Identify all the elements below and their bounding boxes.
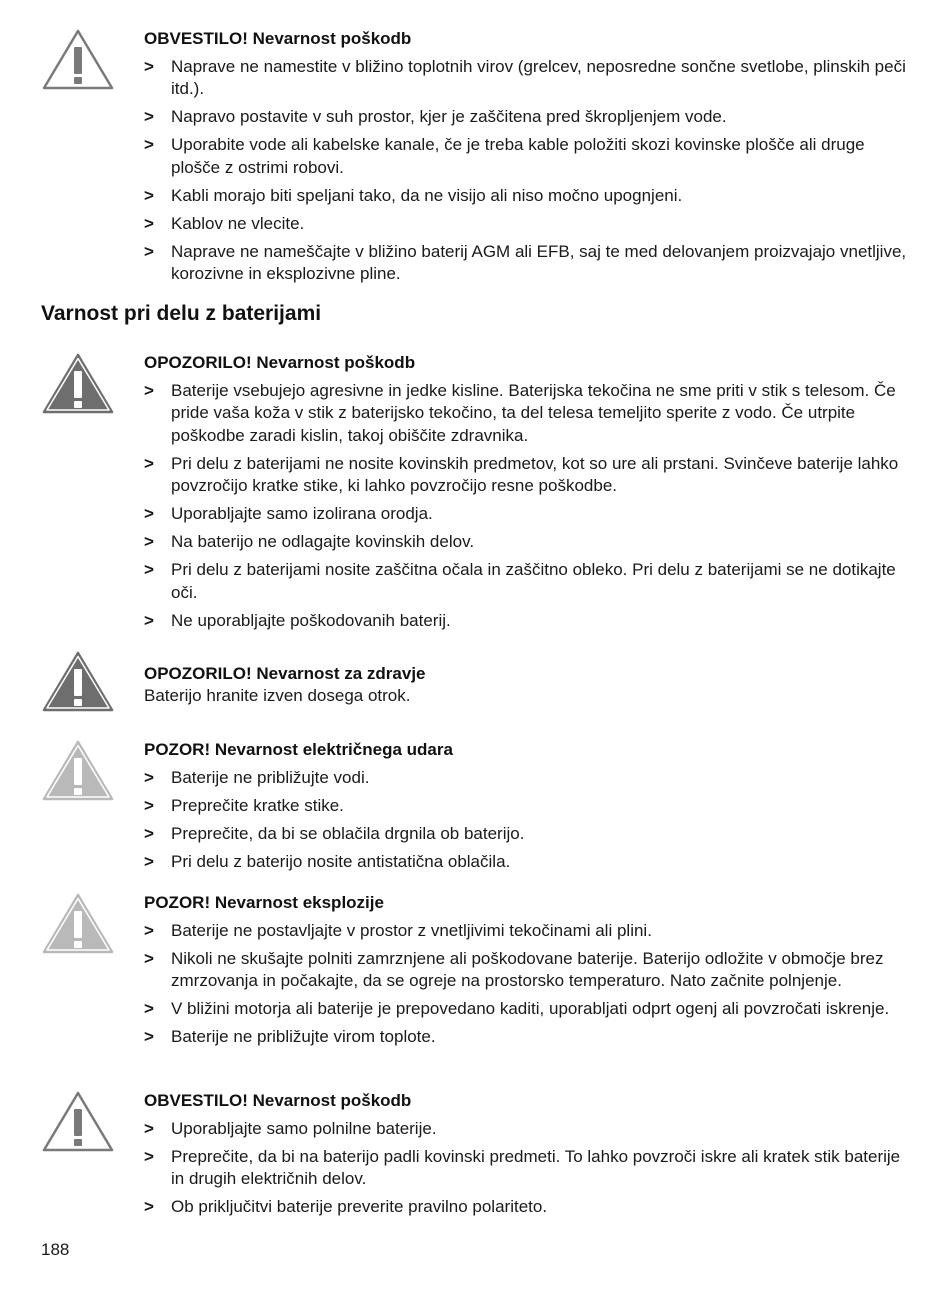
bullet-list	[144, 380, 914, 633]
bullet-marker: >	[144, 920, 154, 940]
list-item-text: Baterije ne približujte vodi.	[171, 767, 370, 787]
list-item-text: Kabli morajo biti speljani tako, da ne visijo ali niso močno upognjeni.	[171, 185, 683, 205]
bullet-marker: >	[144, 560, 154, 579]
caution-content-explosion	[144, 892, 914, 1049]
section-title: OPOZORILO! Nevarnost za zdravje	[144, 664, 426, 683]
list-item	[144, 948, 914, 993]
list-item-text: Naprave ne namestite v bližino toplotnih virov (grelcev, neposredne sončne svetlobe, plinskih peči itd.).	[171, 56, 906, 98]
bullet-list	[144, 920, 914, 1049]
bullet-marker: >	[144, 823, 154, 843]
bullet-marker: >	[144, 453, 154, 473]
section-title: POZOR! Nevarnost eksplozije	[144, 893, 384, 912]
bullet-marker: >	[144, 1197, 154, 1216]
bullet-marker: >	[144, 999, 154, 1018]
list-item	[144, 241, 914, 286]
list-item	[144, 1196, 914, 1219]
bullet-marker: >	[144, 241, 154, 261]
notice-content-2	[144, 1090, 914, 1219]
section-title: OBVESTILO! Nevarnost poškodb	[144, 29, 412, 48]
list-item	[144, 1118, 914, 1141]
bullet-list	[144, 1118, 914, 1219]
caution-content-electric	[144, 739, 914, 873]
list-item-text: Baterije ne postavljajte v prostor z vnetljivimi tekočinami ali plini.	[171, 920, 652, 940]
list-item-text: Pri delu z baterijami ne nosite kovinskih predmetov, kot so ure ali prstani. Svinčeve baterije lahko povzročijo kratke stike, ki lahko povzročijo resne poškodbe.	[171, 453, 899, 495]
section-title: OPOZORILO! Nevarnost poškodb	[144, 353, 416, 372]
bullet-marker: >	[144, 1027, 154, 1046]
list-item	[144, 1146, 914, 1191]
list-item	[144, 998, 914, 1021]
warning-triangle-icon	[41, 352, 115, 416]
list-item	[144, 610, 914, 633]
list-item-text: V bližini motorja ali baterije je prepovedano kaditi, uporabljati odprt ogenj ali povzročati iskrenje.	[171, 999, 890, 1018]
bullet-marker: >	[144, 504, 154, 523]
list-item-text: Ob priključitvi baterije preverite pravilno polariteto.	[171, 1197, 548, 1216]
bullet-marker: >	[144, 380, 154, 400]
bullet-marker: >	[144, 1146, 154, 1166]
list-item	[144, 213, 914, 236]
list-item-text: Kablov ne vlecite.	[171, 213, 305, 233]
bullet-marker: >	[144, 56, 154, 76]
bullet-list	[144, 767, 914, 874]
bullet-marker: >	[144, 532, 154, 551]
section-text: Baterijo hranite izven dosega otrok.	[144, 686, 411, 705]
list-item	[144, 795, 914, 818]
list-item	[144, 134, 914, 179]
list-item	[144, 380, 914, 448]
list-item-text: Pri delu z baterijo nosite antistatična oblačila.	[171, 851, 511, 871]
page-number: 188	[41, 1240, 70, 1259]
warning-triangle-icon	[41, 28, 115, 92]
bullet-list	[144, 56, 914, 286]
warning-content-health	[144, 663, 914, 707]
list-item	[144, 1026, 914, 1049]
list-item-text: Preprečite, da bi na baterijo padli kovinski predmeti. To lahko povzroči iskre ali kratek stik baterije in drugih električnih delov.	[171, 1146, 901, 1188]
list-item	[144, 185, 914, 208]
list-item	[144, 851, 914, 874]
list-item-text: Uporabite vode ali kabelske kanale, če je treba kable položiti skozi kovinske plošče ali druge plošče z ostrimi robovi.	[171, 135, 865, 177]
list-item	[144, 767, 914, 790]
bullet-marker: >	[144, 948, 154, 968]
list-item-text: Baterije ne približujte virom toplote.	[171, 1027, 436, 1046]
list-item	[144, 920, 914, 943]
list-item-text: Napravo postavite v suh prostor, kjer je zaščitena pred škropljenjem vode.	[171, 107, 727, 126]
list-item-text: Preprečite kratke stike.	[171, 795, 344, 815]
warning-triangle-icon	[41, 892, 115, 956]
warning-triangle-icon	[41, 739, 115, 803]
list-item	[144, 56, 914, 101]
list-item	[144, 823, 914, 846]
bullet-marker: >	[144, 795, 154, 815]
bullet-marker: >	[144, 767, 154, 787]
list-item	[144, 559, 914, 604]
list-item	[144, 531, 914, 554]
bullet-marker: >	[144, 135, 154, 154]
bullet-marker: >	[144, 107, 154, 126]
list-item-text: Ne uporabljajte poškodovanih baterij.	[171, 610, 451, 630]
bullet-marker: >	[144, 851, 154, 871]
bullet-marker: >	[144, 1118, 154, 1138]
list-item	[144, 453, 914, 498]
warning-triangle-icon	[41, 1090, 115, 1154]
bullet-marker: >	[144, 213, 154, 233]
warning-triangle-icon	[41, 650, 115, 714]
section-title: POZOR! Nevarnost električnega udara	[144, 740, 453, 759]
list-item-text: Pri delu z baterijami nosite zaščitna očala in zaščitno obleko. Pri delu z baterijami se ne dotikajte oči.	[171, 560, 896, 602]
list-item-text: Na baterijo ne odlagajte kovinskih delov.	[171, 532, 475, 551]
list-item-text: Baterije vsebujejo agresivne in jedke kisline. Baterijska tekočina ne sme priti v stik s telesom. Če pride vaša koža v stik z baterijsko tekočino, ta del telesa temeljito sperite z vodo. Če utrpite poškodbe zaradi kislin, takoj obiščite zdravnika.	[171, 380, 896, 445]
list-item-text: Uporabljajte samo polnilne baterije.	[171, 1118, 437, 1138]
section-title: OBVESTILO! Nevarnost poškodb	[144, 1091, 412, 1110]
section-heading: Varnost pri delu z baterijami	[41, 302, 322, 325]
bullet-marker: >	[144, 610, 154, 630]
warning-content-injury	[144, 352, 914, 632]
notice-content-1	[144, 28, 914, 286]
list-item-text: Preprečite, da bi se oblačila drgnila ob baterijo.	[171, 823, 525, 843]
list-item	[144, 106, 914, 129]
list-item-text: Uporabljajte samo izolirana orodja.	[171, 504, 433, 523]
bullet-marker: >	[144, 185, 154, 205]
list-item	[144, 503, 914, 526]
list-item-text: Naprave ne nameščajte v bližino baterij AGM ali EFB, saj te med delovanjem proizvajajo vnetljive, korozivne in eksplozivne pline.	[171, 241, 907, 283]
list-item-text: Nikoli ne skušajte polniti zamrznjene ali poškodovane baterije. Baterijo odložite v območje brez zmrzovanja in počakajte, da se ogreje na prostorsko temperaturo. Nato začnite polnjenje.	[171, 948, 884, 990]
